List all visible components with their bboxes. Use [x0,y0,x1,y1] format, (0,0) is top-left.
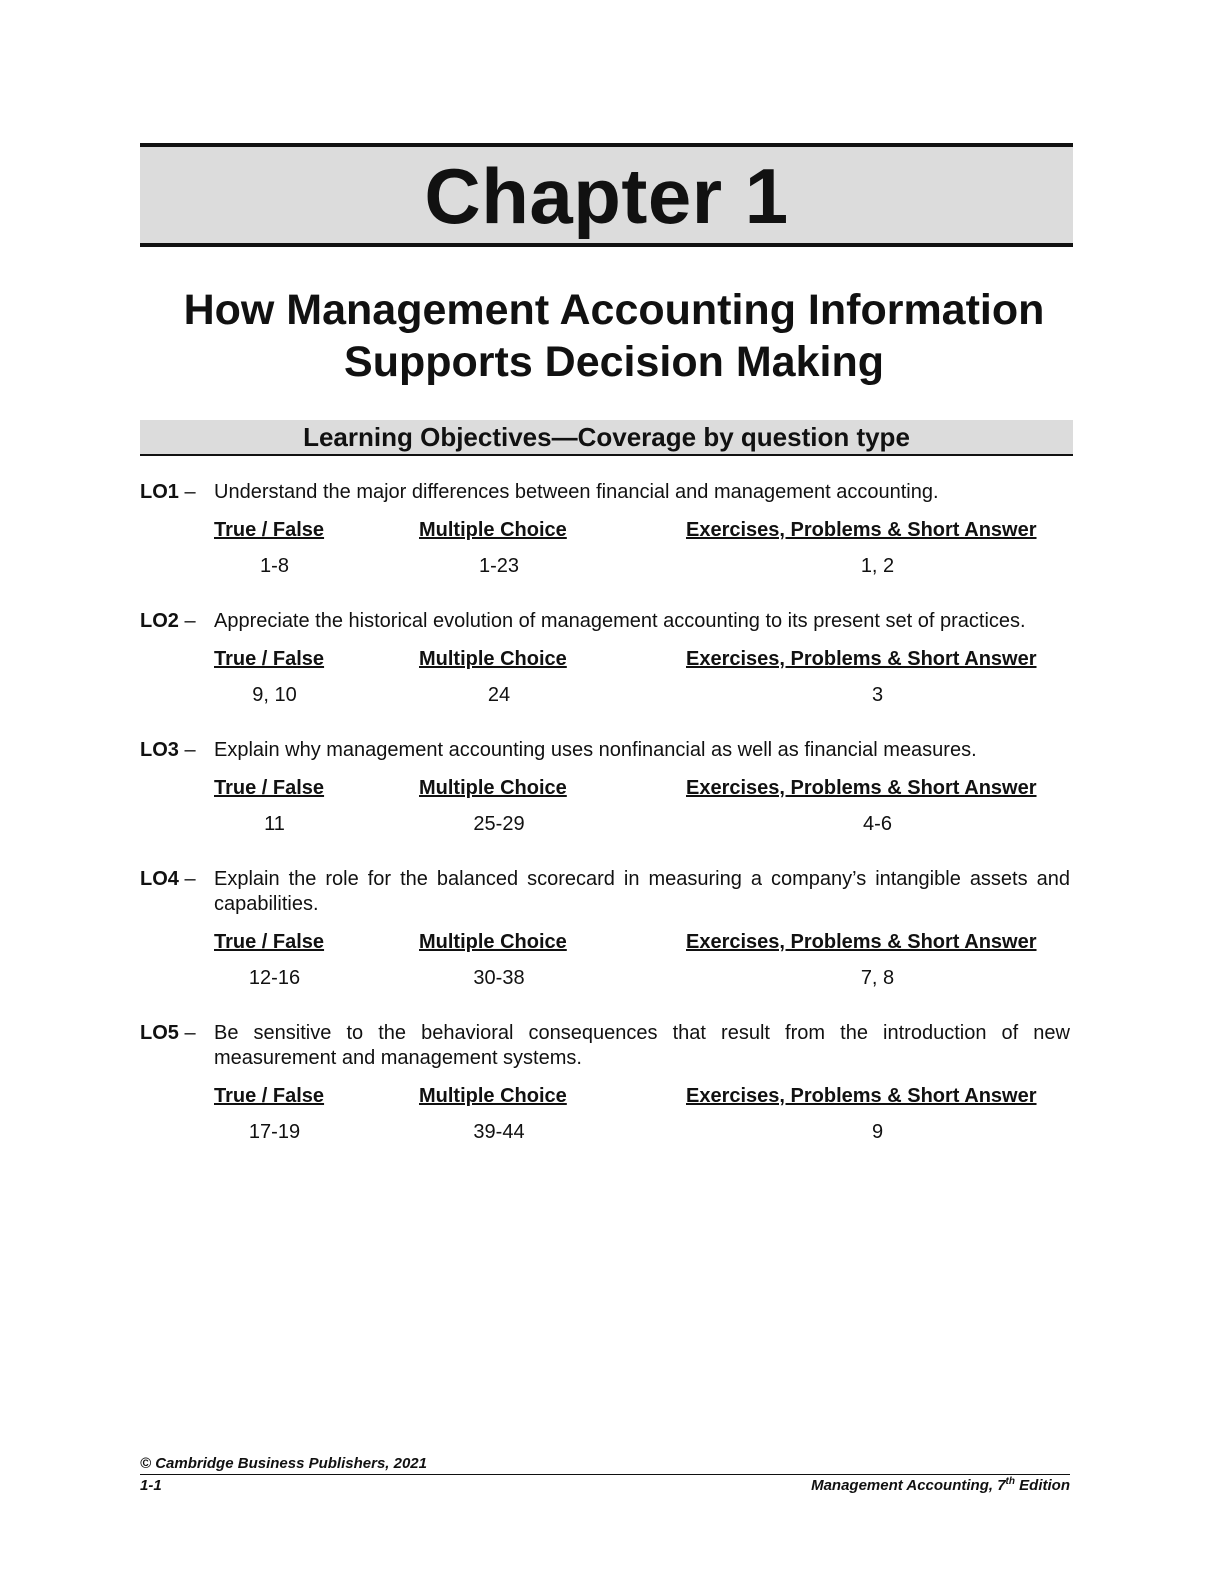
true-false-header: True / False [214,519,325,541]
true-false-header: True / False [214,648,325,670]
true-false-header: True / False [214,777,325,799]
true-false-value: 9, 10 [252,684,297,706]
learning-objective [140,1021,1070,1153]
multiple-choice-value: 1-23 [478,555,520,577]
footer-copyright: © Cambridge Business Publishers, 2021 [140,1455,1070,1475]
learning-objective [140,738,1070,845]
objective-dash: – [184,1022,196,1044]
exercises-header: Exercises, Problems & Short Answer [686,1085,1037,1107]
objectives-banner [140,420,1073,456]
objective-text: Understand the major differences between financial and management accounting. [214,481,939,503]
objectives-heading: Learning Objectives—Coverage by question type [303,422,910,452]
coverage-header-row [140,773,1070,809]
coverage-values-row [140,809,1070,845]
true-false-value: 12-16 [248,967,301,989]
multiple-choice-header: Multiple Choice [419,777,567,799]
chapter-subtitle-line-1: How Management Accounting Information [183,286,1045,334]
multiple-choice-header: Multiple Choice [419,519,567,541]
learning-objective [140,480,1070,587]
footer-book-title: Management Accounting, 7th Edition [811,1476,1070,1494]
exercises-value: 9 [871,1121,884,1143]
objective-statement [140,1021,1070,1071]
objective-dash: – [184,610,196,632]
coverage-values-row [140,963,1070,999]
coverage-header-row [140,515,1070,551]
exercises-header: Exercises, Problems & Short Answer [686,931,1037,953]
multiple-choice-value: 25-29 [473,813,525,835]
true-false-header: True / False [214,1085,325,1107]
objective-statement [140,867,1070,917]
coverage-header-row [140,1081,1070,1117]
objective-dash: – [184,868,196,890]
objective-code: LO4 [140,868,179,890]
true-false-header: True / False [214,931,325,953]
objective-text: Appreciate the historical evolution of management accounting to its present set of practices. [214,610,1026,632]
chapter-subtitle-line-2: Supports Decision Making [344,338,884,386]
multiple-choice-header: Multiple Choice [419,648,567,670]
objective-text: Explain the role for the balanced scorecard in measuring a company’s intangible assets and capabilities. [214,868,1070,915]
learning-objective [140,867,1070,999]
exercises-value: 1, 2 [860,555,895,577]
exercises-header: Exercises, Problems & Short Answer [686,648,1037,670]
true-false-value: 11 [264,813,285,835]
objective-code: LO5 [140,1022,179,1044]
coverage-values-row [140,1117,1070,1153]
chapter-banner [140,143,1073,247]
multiple-choice-header: Multiple Choice [419,931,567,953]
exercises-value: 3 [871,684,884,706]
coverage-header-row [140,927,1070,963]
exercises-value: 4-6 [863,813,892,835]
exercises-header: Exercises, Problems & Short Answer [686,519,1037,541]
multiple-choice-header: Multiple Choice [419,1085,567,1107]
multiple-choice-value: 39-44 [473,1121,525,1143]
page-footer [140,1455,1070,1494]
objective-code: LO1 [140,481,179,503]
true-false-value: 1-8 [260,555,289,577]
chapter-subtitle [140,284,1088,388]
chapter-title: Chapter 1 [424,152,789,240]
coverage-header-row [140,644,1070,680]
objective-statement [140,480,1070,505]
multiple-choice-value: 30-38 [473,967,525,989]
objectives-list [140,480,1070,1175]
coverage-values-row [140,680,1070,716]
coverage-values-row [140,551,1070,587]
true-false-value: 17-19 [248,1121,301,1143]
learning-objective [140,609,1070,716]
exercises-header: Exercises, Problems & Short Answer [686,777,1037,799]
multiple-choice-value: 24 [487,684,511,706]
objective-text: Explain why management accounting uses nonfinancial as well as financial measures. [214,739,977,761]
exercises-value: 7, 8 [860,967,895,989]
objective-dash: – [184,739,196,761]
objective-dash: – [184,481,196,503]
objective-statement [140,738,1070,763]
objective-text: Be sensitive to the behavioral consequences that result from the introduction of new measurement and management systems. [214,1022,1070,1069]
objective-code: LO2 [140,610,179,632]
footer-page-number: 1-1 [140,1477,162,1494]
objective-statement [140,609,1070,634]
objective-code: LO3 [140,739,179,761]
